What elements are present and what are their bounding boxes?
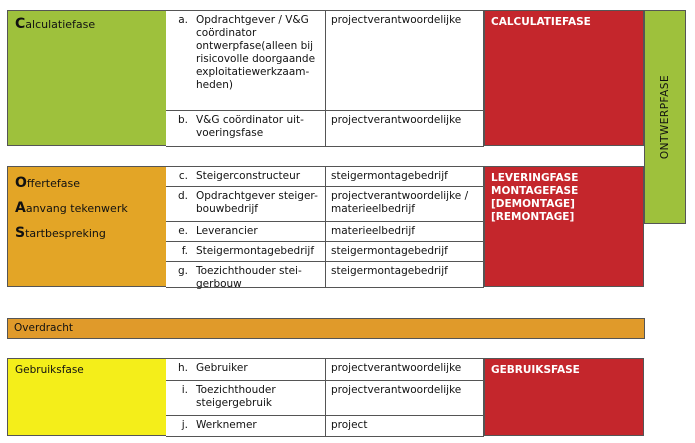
row-letter: e.: [178, 225, 188, 237]
row-role: projectverantwoordelijke: [331, 362, 462, 374]
offerte-table: [166, 166, 484, 288]
table-row-g-role: [326, 262, 484, 288]
row-role: projectverantwoordelijke: [331, 114, 462, 126]
calculatiefase-status: [484, 10, 644, 146]
phase-initial: C: [15, 16, 26, 32]
calculatiefase-phase: [7, 10, 167, 146]
phase-start: [15, 221, 159, 246]
row-task: Werknemer: [196, 419, 257, 431]
row-role: project: [331, 419, 368, 431]
row-letter: j.: [181, 419, 188, 431]
calculatie-table: [166, 10, 484, 147]
phase-rest: alculatiefase: [25, 18, 96, 31]
phase-initial: O: [15, 175, 27, 191]
ontwerpfase-label: ONTWERPFASE: [659, 74, 671, 160]
row-task: Toezichthouder steigergebruik: [196, 384, 276, 409]
row-role: steigermontagebedrijf: [331, 170, 448, 182]
table-row-f-role: [326, 242, 484, 262]
row-letter: i.: [181, 384, 188, 396]
phase-initial: S: [15, 225, 26, 241]
row-task: Opdrachtgever steiger-bouwbedrijf: [196, 190, 318, 215]
table-row-h-role: [326, 359, 484, 381]
gebruiksfase-status: [484, 358, 644, 436]
row-role: projectverantwoordelijke: [331, 384, 462, 396]
phase-aanvang: [15, 196, 159, 221]
row-letter: f.: [181, 245, 188, 257]
table-row-i-role: [326, 381, 484, 416]
row-letter: g.: [177, 265, 188, 277]
phase-label: Gebruiksfase: [15, 364, 84, 376]
table-row-j-role: [326, 416, 484, 437]
status-line: MONTAGEFASE: [491, 185, 579, 197]
ontwerpfase-bar: [644, 10, 686, 224]
table-row-i-task: [166, 381, 326, 416]
row-task: Steigermontagebedrijf: [196, 245, 315, 257]
status-line: [DEMONTAGE] [REMONTAGE]: [491, 198, 575, 223]
table-row-a-task: [166, 11, 326, 111]
row-letter: a.: [178, 14, 188, 26]
status-line: LEVERINGFASE: [491, 172, 579, 184]
row-task: V&G coördinator uit-voeringsfase: [196, 114, 304, 139]
table-row-d-task: [166, 187, 326, 222]
phase-rest: ffertefase: [26, 177, 80, 190]
table-row-a-role: [326, 11, 484, 111]
leveringfase-status: [484, 166, 644, 287]
row-letter: b.: [177, 114, 188, 126]
overdracht-bar: [7, 318, 645, 339]
phase-initial: A: [15, 200, 26, 216]
table-row-c-role: [326, 167, 484, 187]
row-task: Steigerconstructeur: [196, 170, 301, 182]
row-role: steigermontagebedrijf: [331, 265, 448, 277]
row-task: Gebruiker: [196, 362, 248, 374]
table-row-b-task: [166, 111, 326, 147]
table-row-g-task: [166, 262, 326, 288]
phase-offerte: [15, 171, 159, 196]
row-task: Opdrachtgever / V&G coördinator ontwerpfase(alleen bij risicovolle doorgaande exploitatiewerkzaam-heden): [196, 14, 316, 91]
table-row-c-task: [166, 167, 326, 187]
gebruik-table: [166, 358, 484, 437]
row-role: projectverantwoordelijke: [331, 14, 462, 26]
row-task: Toezichthouder stei-gerbouw: [196, 265, 302, 290]
status-label: CALCULATIEFASE: [491, 16, 591, 28]
table-row-f-task: [166, 242, 326, 262]
table-row-e-task: [166, 222, 326, 242]
offertefase-phase: [7, 166, 167, 287]
row-letter: d.: [177, 190, 188, 202]
row-letter: h.: [178, 362, 188, 374]
row-role: steigermontagebedrijf: [331, 245, 448, 257]
row-letter: c.: [178, 170, 188, 182]
table-row-e-role: [326, 222, 484, 242]
row-task: Leverancier: [196, 225, 258, 237]
gebruiksfase-phase: [7, 358, 167, 436]
phase-rest: tartbespreking: [25, 227, 106, 240]
status-label: GEBRUIKSFASE: [491, 364, 580, 376]
table-row-d-role: [326, 187, 484, 222]
row-role: projectverantwoordelijke / materieelbedrijf: [331, 190, 469, 215]
table-row-h-task: [166, 359, 326, 381]
overdracht-label: Overdracht: [14, 322, 74, 334]
row-role: materieelbedrijf: [331, 225, 415, 237]
table-row-b-role: [326, 111, 484, 147]
table-row-j-task: [166, 416, 326, 437]
phase-rest: anvang tekenwerk: [25, 202, 128, 215]
